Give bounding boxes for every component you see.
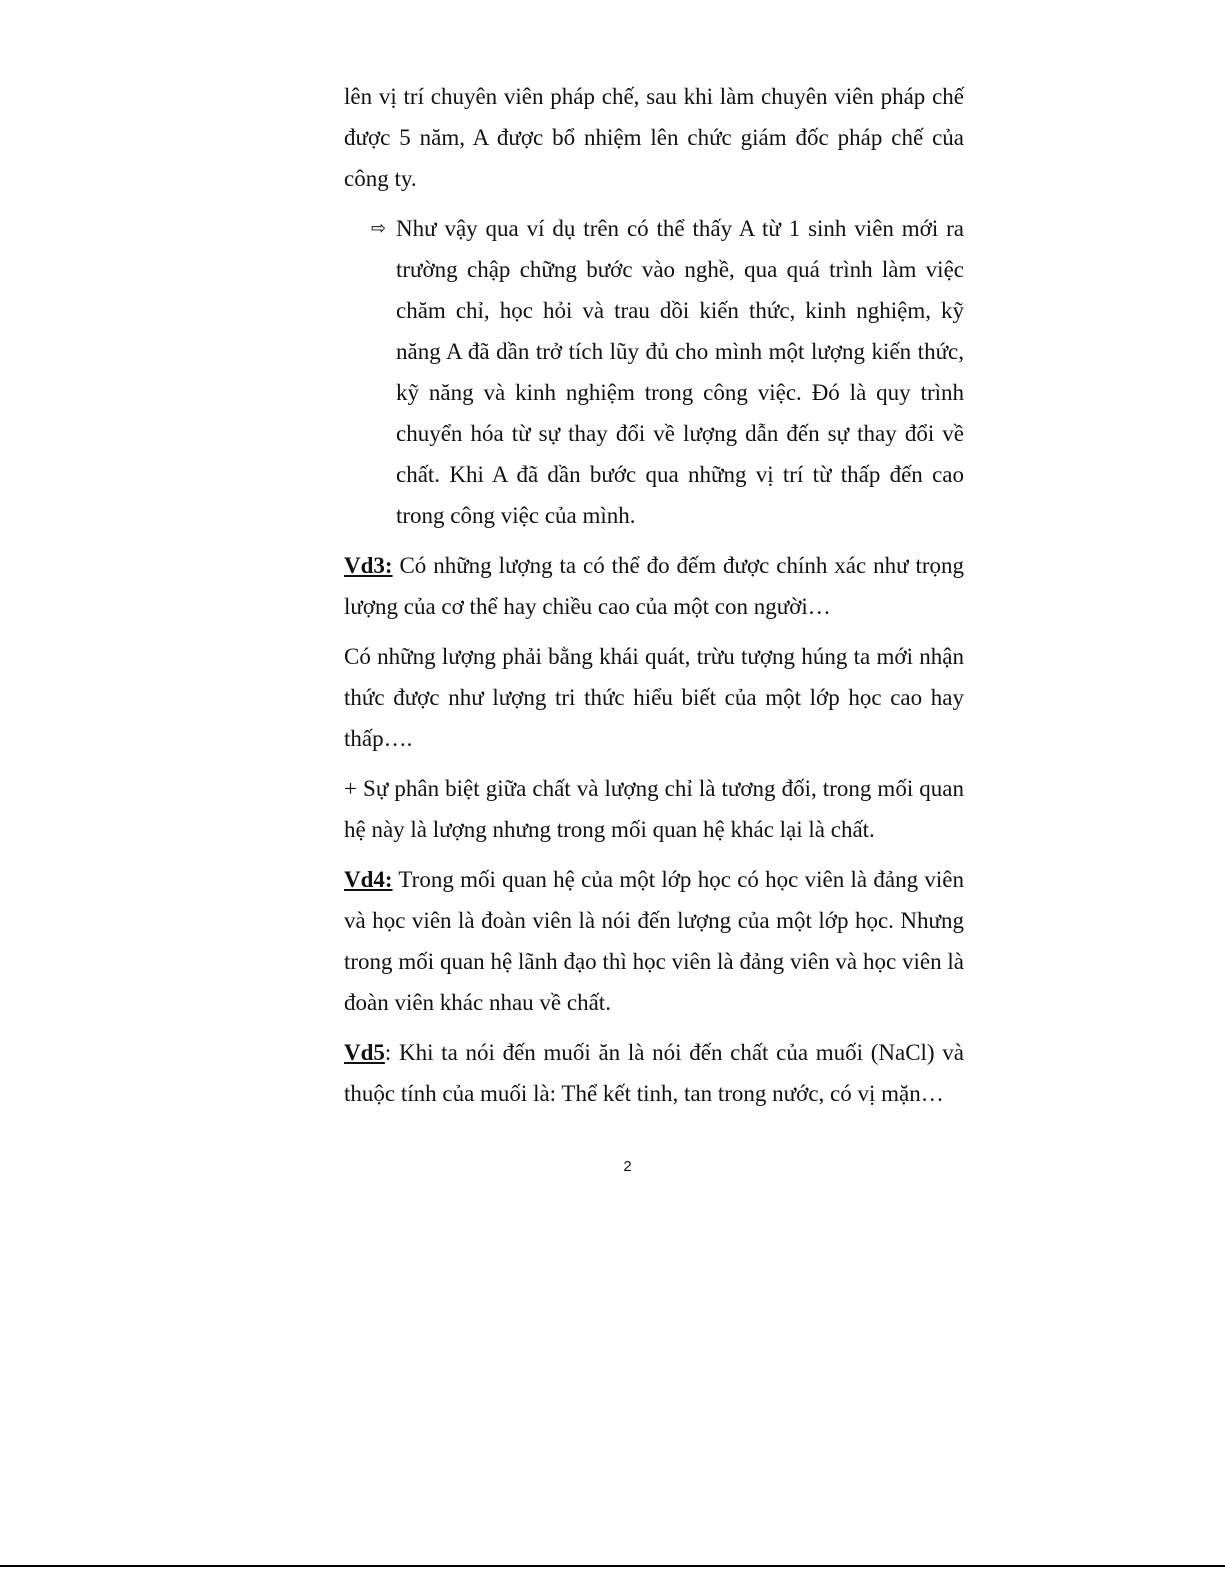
bullet-conclusion-text: Như vậy qua ví dụ trên có thể thấy A từ 1 sinh viên mới ra trường chập chững bước vào nghề, qua quá trình làm việc chăm chỉ, học hỏi và trau dồi kiến thức, kinh nghiệm, kỹ năng A đã dần trở tích lũy đủ cho mình một lượng kiến thức, kỹ năng và kinh nghiệm trong công việc. Đó là quy trình chuyển hóa từ sự thay đổi về lượng dẫn đến sự thay đổi về chất. Khi A đã dần bước qua những vị trí từ thấp đến cao trong công việc của mình. xyxy=(396,216,964,528)
example-vd5-label: Vd5 xyxy=(344,1040,385,1065)
example-vd4-label: Vd4: xyxy=(344,867,393,892)
example-vd5-text: : Khi ta nói đến muối ăn là nói đến chất của muối (NaCl) và thuộc tính của muối là: Thể kết tinh, tan trong nước, có vị mặn… xyxy=(344,1040,964,1106)
arrow-right-icon: ⇨ xyxy=(371,218,387,239)
paragraph-abstract-quantity: Có những lượng phải bằng khái quát, trừu tượng húng ta mới nhận thức được như lượng tri thức hiểu biết của một lớp học cao hay thấp…. xyxy=(344,644,964,751)
example-vd4 xyxy=(344,859,964,1023)
paragraph-intro: lên vị trí chuyên viên pháp chế, sau khi làm chuyên viên pháp chế được 5 năm, A được bổ nhiệm lên chức giám đốc pháp chế của công ty. xyxy=(344,84,964,191)
example-vd3-label: Vd3: xyxy=(344,553,393,578)
example-vd3-text: Có những lượng ta có thể đo đếm được chính xác như trọng lượng của cơ thể hay chiều cao của một con người… xyxy=(344,553,964,619)
page-number: 2 xyxy=(623,1158,632,1175)
paragraph-relative-distinction: + Sự phân biệt giữa chất và lượng chỉ là tương đối, trong mối quan hệ này là lượng nhưng trong mối quan hệ khác lại là chất. xyxy=(344,776,964,842)
example-vd3 xyxy=(344,545,964,627)
bullet-conclusion xyxy=(344,208,964,536)
page-bottom-border xyxy=(0,1565,1225,1567)
example-vd4-text: Trong mối quan hệ của một lớp học có học viên là đảng viên và học viên là đoàn viên là nói đến lượng của một lớp học. Nhưng trong mối quan hệ lãnh đạo thì học viên là đảng viên và học viên là đoàn viên khác nhau về chất. xyxy=(344,867,964,1015)
example-vd5 xyxy=(344,1032,964,1114)
page-body xyxy=(344,76,964,1123)
